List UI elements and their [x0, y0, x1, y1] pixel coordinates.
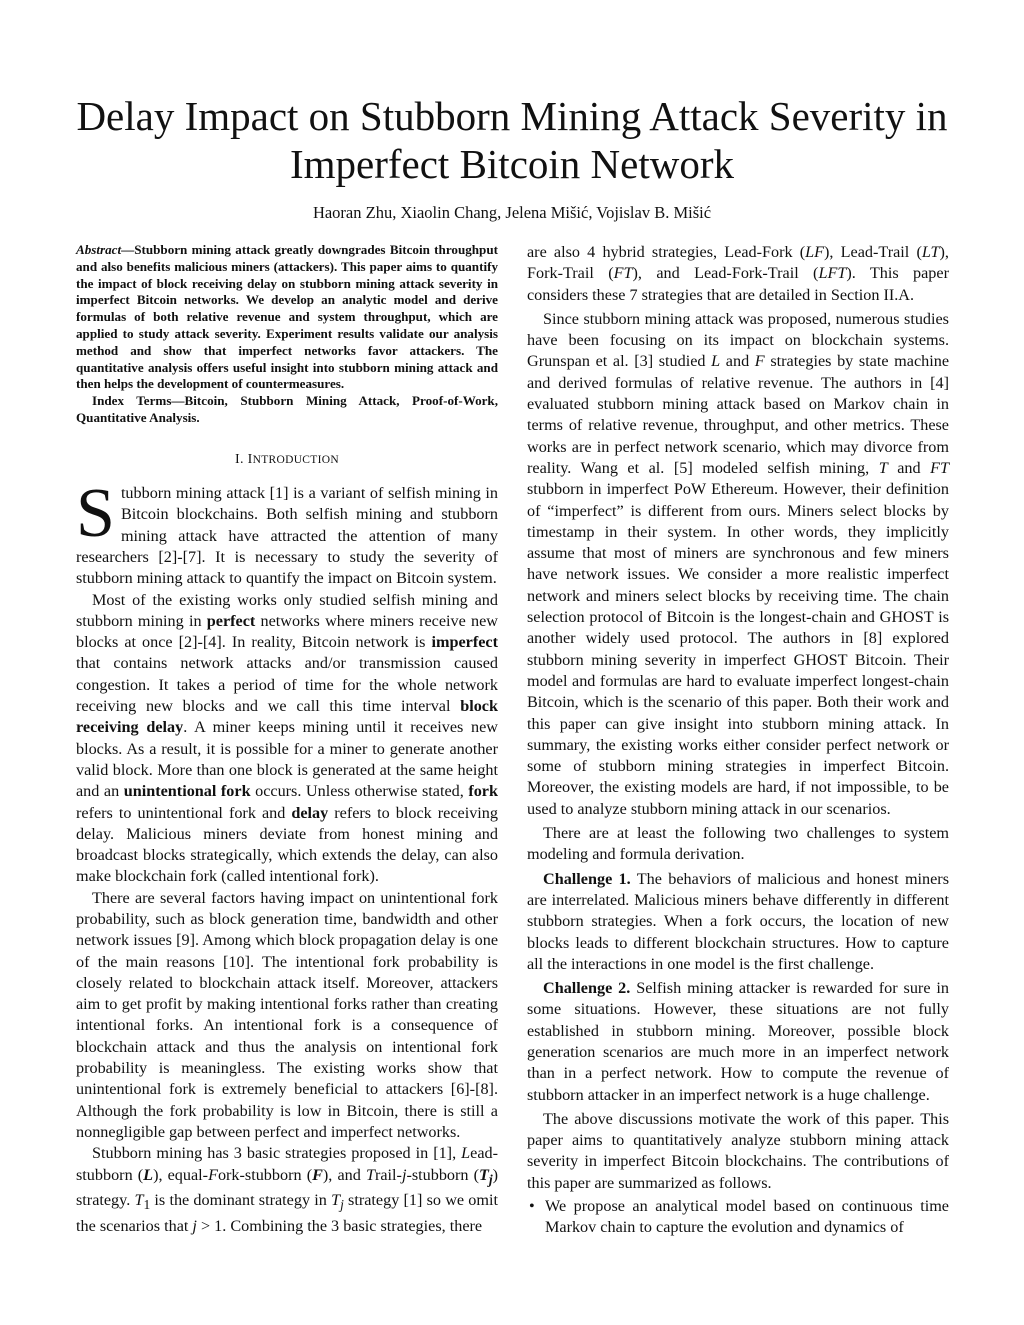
challenge-1-label: Challenge 1.	[543, 869, 631, 888]
right-paragraph-1	[527, 242, 949, 306]
intro-paragraph-2	[76, 590, 498, 888]
text-run: . A miner keeps mining until it receives new blocks. As a result, it is possible for a miner to generate another valid block. More than one block is generated at the same height and an	[76, 718, 498, 801]
abstract-dash: —	[121, 242, 135, 257]
text-run: and	[887, 458, 931, 477]
text-run: block receiving delay	[76, 697, 498, 737]
text-run: stubborn in imperfect PoW Ethereum. However, their definition of “imperfect” is different from ours. Miners select blocks by timestamp in their system. In other words, they implicitly assume that most of miners are synchronous and few miners have network issues. We consider a more realistic imperfect network and miners select blocks by receiving time. The chain selection protocol of Bitcoin is the longest-chain and GHOST is another widely used protocol. The authors in [8] explored stubborn mining severity in imperfect GHOST Bitcoin. Their model and formulas are hard to evaluate imperfect longest-chain Bitcoin, which is the scenario of this paper. Both their work and this paper can give insight into stubborn mining attack. In summary, the existing works either consider perfect network or some of stubborn mining strategies in imperfect Bitcoin. Moreover, the existing models are hard, if not impossible, to be used to analyze stubborn mining attack in our scenarios.	[527, 480, 949, 818]
text-run: F	[208, 1165, 218, 1184]
section-title-rest: NTRODUCTION	[252, 453, 339, 466]
text-run: refers to unintentional fork and	[76, 803, 292, 822]
author-list: Haoran Zhu, Xiaolin Chang, Jelena Mišić, Vojislav B. Mišić	[312, 203, 712, 222]
text-run: imperfect	[431, 633, 498, 652]
text-run: Selfish mining attacker is rewarded for sure in some situations. However, these situations are not fully established in stubborn mining. Moreover, possible block generation scenarios are much more in an imperfect network than in a perfect network. How to compute the revenue of stubborn attacker in an imperfect network is a huge challenge.	[527, 979, 950, 1104]
text-run: perfect	[206, 611, 256, 630]
text-run: is the dominant strategy in	[150, 1191, 332, 1210]
right-column	[527, 242, 949, 1239]
text-run: F	[312, 1165, 323, 1184]
text-run: LT	[921, 243, 940, 261]
text-run: strategies by state machine and derived formulas of relative revenue. The authors in [4] evaluated stubborn mining attack based on Markov chain in terms of relative revenue, throughput, and other metrics. These works are in perfect network scenario, which may divorce from reality. Wang et al. [5] modeled selfish mining,	[527, 352, 950, 477]
text-run: Since stubborn mining attack was proposed, numerous studies have been focusing on its impact on blockchain systems. Grunspan et al. [3] studied	[527, 309, 949, 371]
text-run: that contains network attacks and/or transmission caused congestion. It takes a period of time for the whole network receiving new blocks and we call this time interval	[76, 654, 498, 716]
text-run: T	[365, 1165, 375, 1184]
intro-p1-text: tubborn mining attack [1] is a variant of selfish mining in Bitcoin blockchains. Both selfish mining and stubborn mining attack have attracted the attention of many researchers [2]-[7]. It is necessary to study the severity of stubborn mining attack to quantify the impact on Bitcoin system.	[76, 484, 498, 588]
text-run: -stubborn (	[406, 1165, 479, 1184]
right-paragraph-4: The above discussions motivate the work of this paper. This paper aims to quantitatively analyze stubborn mining attack severity in imperfect Bitcoin blockchains. The contributions of this paper are summarized as follows.	[527, 1109, 949, 1192]
text-run: L	[711, 352, 721, 371]
text-run: ), and	[322, 1165, 366, 1184]
text-run: ), Fork-Trail (	[527, 243, 949, 283]
text-run: The behaviors of malicious and honest miners are interrelated. Malicious miners behave differently in different stubborn strategies. When a fork occurs, the location of new blocks leads to different blockchain structures. How to capture all the interactions in one model is the first challenge.	[527, 869, 949, 973]
section-number: I.	[235, 451, 244, 467]
text-run: L	[461, 1144, 471, 1163]
text-run: j	[192, 1216, 197, 1235]
right-paragraph-3: There are at least the following two challenges to system modeling and formula derivation.	[527, 824, 949, 864]
text-run: strategy [1] so we omit the scenarios that	[76, 1191, 498, 1235]
text-run: T	[134, 1191, 144, 1210]
text-run: LF	[805, 243, 825, 261]
intro-paragraph-4	[76, 1143, 498, 1237]
text-run: are also 4 hybrid strategies, Lead-Fork (	[527, 243, 806, 261]
text-run: We propose an analytical model based on continuous time Markov chain to capture the evolution and dynamics of	[545, 1197, 949, 1237]
text-run: > 1. Combining the 3 basic strategies, there	[196, 1216, 483, 1235]
text-run: F	[754, 352, 765, 371]
text-run: rail-	[374, 1165, 402, 1184]
text-run: occurs. Unless otherwise stated,	[250, 782, 469, 801]
text-run: and	[720, 352, 755, 371]
intro-paragraph-1	[76, 475, 498, 589]
text-run: networks where miners receive new blocks at once [2]-[4]. In reality, Bitcoin network is	[76, 611, 498, 652]
paper-title: Delay Impact on Stubborn Mining Attack Severity in Imperfect Bitcoin Network	[76, 93, 948, 187]
text-run: ), and Lead-Fork-Trail (	[632, 264, 819, 283]
text-run: j	[401, 1165, 407, 1184]
text-run: refers to block receiving delay. Malicious miners deviate from honest mining and broadcast blocks strategically, which extends the delay, can also make blockchain fork (called intentional fork).	[76, 803, 498, 886]
text-run: ), Lead-Trail (	[824, 243, 922, 261]
text-run: T	[331, 1191, 341, 1210]
intro-paragraph-3: There are several factors having impact on unintentional fork probability, such as block generation time, bandwidth and other network issues [9]. Among which block propagation delay is one of the main reasons [10]. The intentional fork probability is closely related to blockchain attack itself. Moreover, attackers aim to get profit by making intentional forks rather than creating intentional forks. An intentional fork is a consequence of blockchain attack and thus the analysis on intentional fork probability is meaningless. The existing works show that unintentional fork is extremely beneficial to attackers [6]-[8]. Although the fork probability is low in Bitcoin, there is still a nonnegligible gap between perfect and imperfect networks.	[76, 888, 498, 1141]
bullet-icon: •	[529, 1197, 535, 1216]
text-run: j	[340, 1197, 344, 1213]
text-run: ), equal-	[153, 1165, 209, 1184]
text-run: unintentional fork	[123, 782, 251, 801]
text-run: delay	[291, 803, 329, 822]
challenge-2-label: Challenge 2.	[543, 979, 631, 998]
drop-cap: S	[76, 475, 115, 553]
text-run: FT	[613, 264, 633, 283]
abstract-label: Abstract	[76, 242, 122, 257]
text-run: ead-stubborn (	[76, 1144, 498, 1184]
text-run: Most of the existing works only studied selfish mining and stubborn mining in	[76, 590, 498, 630]
text-run: ) strategy.	[76, 1165, 499, 1210]
text-run: j	[488, 1171, 493, 1187]
text-run: L	[143, 1165, 154, 1184]
abstract-text: Stubborn mining attack greatly downgrades Bitcoin throughput and also benefits malicious miners (attackers). This paper aims to quantify the impact of block receiving delay on stubborn mining attack severity in imperfect Bitcoin networks. We develop an analytic model and derive formulas of both relative revenue and system throughput, which are applied to study attack severity. Experiment results validate our analysis method and show that imperfect networks favor attackers. The quantitative analysis offers useful insight into stubborn mining attack and then helps the development of countermeasures.	[76, 242, 498, 392]
right-paragraph-2	[527, 309, 949, 820]
abstract	[76, 242, 498, 393]
text-run: 1	[143, 1197, 151, 1213]
text-run: Stubborn mining has 3 basic strategies proposed in [1],	[92, 1144, 462, 1163]
challenge-2	[527, 978, 949, 1106]
text-run: LFT	[818, 264, 847, 283]
text-run: FT	[930, 458, 950, 477]
text-run: fork	[468, 782, 498, 801]
challenge-1	[527, 869, 949, 975]
left-column	[76, 242, 498, 1237]
text-run: T	[878, 458, 888, 477]
text-run: ). This paper considers these 7 strategies that are detailed in Section II.A.	[527, 264, 949, 304]
contribution-list	[527, 1196, 949, 1239]
section-title-first: I	[247, 451, 253, 467]
section-heading-introduction	[76, 449, 498, 471]
list-item	[527, 1196, 949, 1239]
text-run: ork-stubborn (	[217, 1165, 313, 1184]
text-run: T	[479, 1165, 489, 1184]
index-terms: Index Terms—Bitcoin, Stubborn Mining Attack, Proof-of-Work, Quantitative Analysis.	[76, 393, 498, 425]
